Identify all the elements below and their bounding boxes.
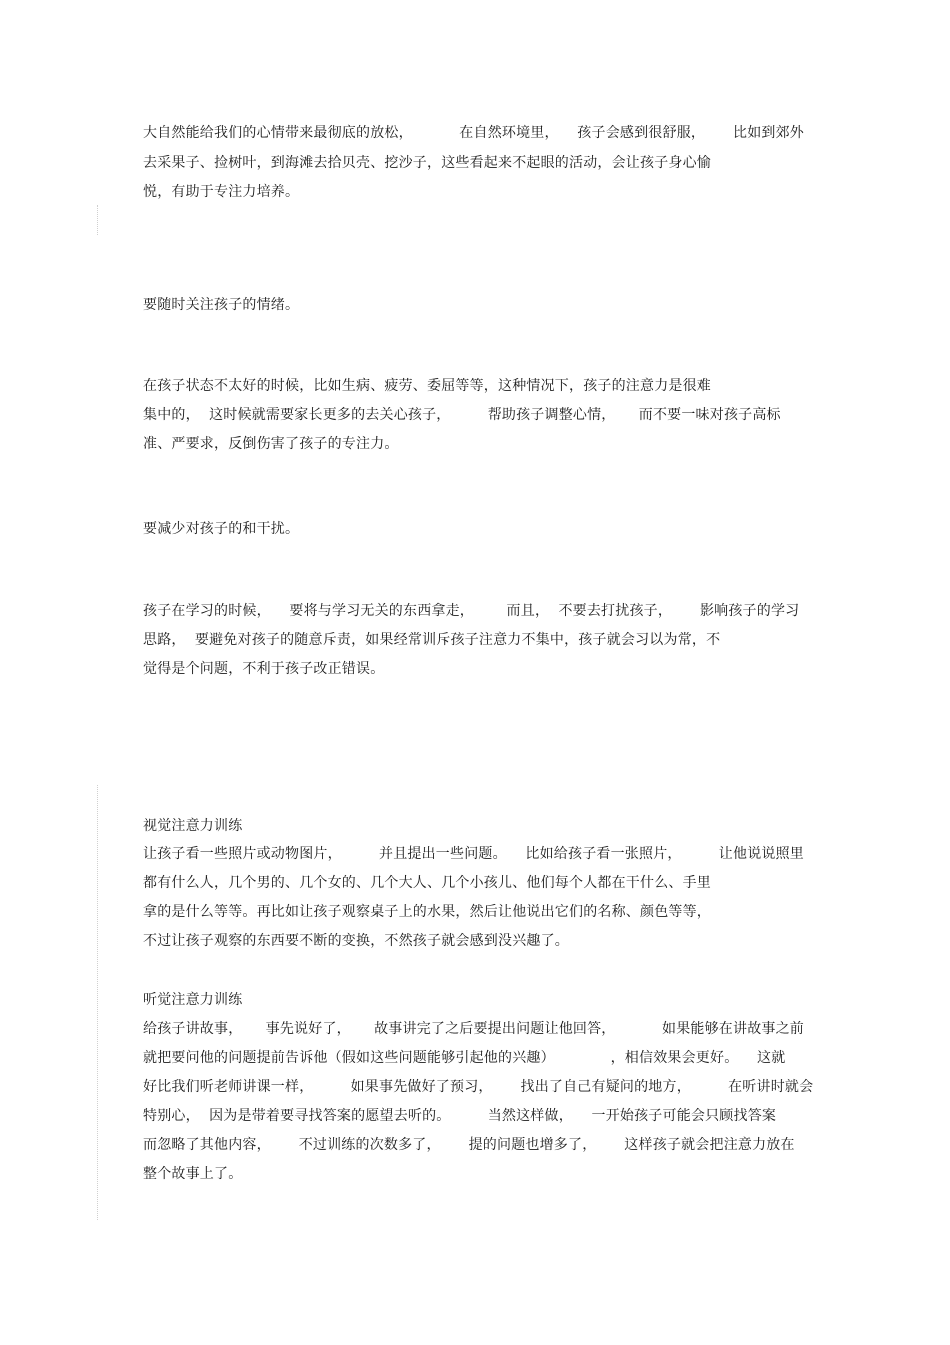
paragraph-line: 悦，有助于专注力培养。 [143,184,300,200]
paragraph-line: 孩子在学习的时候， 要将与学习无关的东西拿走， 而且， 不要去打扰孩子， 影响孩子的学习 [143,603,800,619]
paragraph-line: 思路， 要避免对孩子的随意斥责，如果经常训斥孩子注意力不集中，孩子就会习以为常，不 [143,632,721,648]
paragraph-line: 特别心， 因为是带着要寻找答案的愿望去听的。 当然这样做， 一开始孩子可能会只顾找答案 [143,1108,777,1124]
margin-mark [97,205,98,235]
paragraph-line: 给孩子讲故事， 事先说好了， 故事讲完了之后要提出问题让他回答， 如果能够在讲故事之前 [143,1021,805,1037]
paragraph-line: 大自然能给我们的心情带来最彻底的放松， 在自然环境里， 孩子会感到很舒服， 比如到郊外 [143,125,805,141]
paragraph-line: 不过让孩子观察的东西要不断的变换，不然孩子就会感到没兴趣了。 [143,933,569,949]
margin-mark [97,785,98,1220]
paragraph-line: 拿的是什么等等。再比如让孩子观察桌子上的水果，然后让他说出它们的名称、颜色等等， [143,904,711,920]
paragraph-line: 准、严要求，反倒伤害了孩子的专注力。 [143,436,399,452]
section-heading-interference: 要减少对孩子的和干扰。 [143,521,300,537]
section-heading-auditory: 听觉注意力训练 [143,992,243,1008]
paragraph-line: 在孩子状态不太好的时候，比如生病、疲劳、委屈等等，这种情况下，孩子的注意力是很难 [143,378,711,394]
paragraph-line: 让孩子看一些照片或动物图片， 并且提出一些问题。 比如给孩子看一张照片， 让他说说照里 [143,846,805,862]
paragraph-line: 而忽略了其他内容， 不过训练的次数多了， 提的问题也增多了， 这样孩子就会把注意力放在 [143,1137,795,1153]
paragraph-line: 就把要问他的问题提前告诉他（假如这些问题能够引起他的兴趣） ，相信效果会更好。 这就 [143,1050,786,1066]
section-heading-visual: 视觉注意力训练 [143,818,243,834]
paragraph-line: 整个故事上了。 [143,1166,243,1182]
paragraph-line: 好比我们听老师讲课一样， 如果事先做好了预习， 找出了自己有疑问的地方， 在听讲时就会 [143,1079,814,1095]
paragraph-line: 都有什么人，几个男的、几个女的、几个大人、几个小孩儿、他们每个人都在干什么、手里 [143,875,711,891]
paragraph-line: 集中的， 这时候就需要家长更多的去关心孩子， 帮助孩子调整心情， 而不要一味对孩子高标 [143,407,781,423]
paragraph-line: 觉得是个问题，不利于孩子改正错误。 [143,661,385,677]
paragraph-line: 去采果子、捡树叶，到海滩去拾贝壳、挖沙子，这些看起来不起眼的活动，会让孩子身心愉 [143,155,711,171]
section-heading-emotion: 要随时关注孩子的情绪。 [143,297,300,313]
